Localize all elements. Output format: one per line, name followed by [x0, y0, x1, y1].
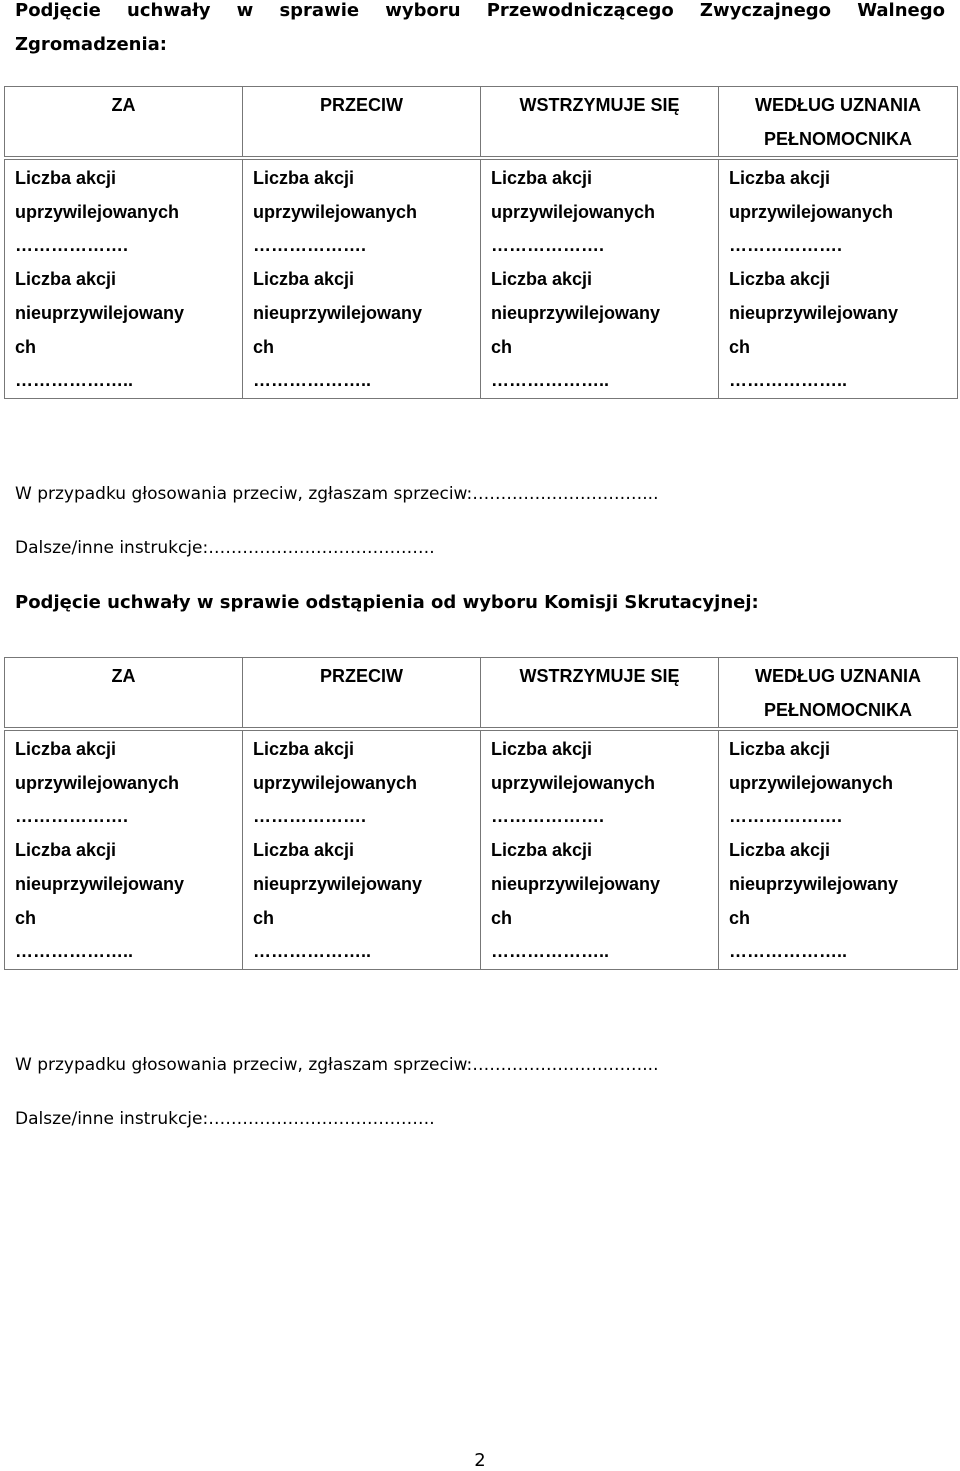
- vote-cell-za: [5, 160, 243, 399]
- label-shares: Liczba akcji: [491, 739, 593, 759]
- blank-nonprivileged-count[interactable]: ………………..: [729, 941, 848, 962]
- column-header-wstrzymuje: WSTRZYMUJE SIĘ: [481, 658, 719, 728]
- blank-nonprivileged-count[interactable]: ………………..: [729, 370, 848, 391]
- label-nonprivileged-cont: ch: [15, 907, 37, 928]
- blank-privileged-count[interactable]: ……………….: [15, 235, 129, 256]
- label-shares: Liczba akcji: [15, 269, 117, 290]
- label-shares: Liczba akcji: [729, 739, 831, 759]
- label-shares: Liczba akcji: [253, 269, 355, 290]
- blank-nonprivileged-count[interactable]: ………………..: [253, 370, 372, 391]
- resolution-1-objection-note[interactable]: W przypadku głosowania przeciw, zgłaszam sprzeciw:…………………………...: [15, 484, 659, 504]
- label-privileged: uprzywilejowanych: [15, 772, 180, 793]
- blank-nonprivileged-count[interactable]: ………………..: [253, 941, 372, 962]
- label-nonprivileged-cont: ch: [491, 907, 513, 928]
- label-shares: Liczba akcji: [491, 269, 593, 290]
- resolution-2-instructions-note[interactable]: Dalsze/inne instrukcje:………………………………….: [15, 1109, 435, 1129]
- blank-privileged-count[interactable]: ……………….: [253, 806, 367, 827]
- blank-privileged-count[interactable]: ……………….: [15, 806, 129, 827]
- label-shares: Liczba akcji: [15, 168, 117, 188]
- resolution-1-instructions-note[interactable]: Dalsze/inne instrukcje:………………………………….: [15, 538, 435, 558]
- resolution-1-title: Podjęcie uchwały w sprawie wyboru Przewodniczącego Zwyczajnego Walnego Zgromadzenia:: [15, 0, 945, 55]
- blank-privileged-count[interactable]: ……………….: [729, 235, 843, 256]
- label-nonprivileged: nieuprzywilejowany: [253, 873, 423, 894]
- label-nonprivileged-cont: ch: [729, 336, 751, 357]
- page-number: 2: [474, 1450, 486, 1471]
- column-header-przeciw: PRZECIW: [243, 87, 481, 157]
- label-nonprivileged: nieuprzywilejowany: [15, 873, 185, 894]
- vote-cell-przeciw: [243, 160, 481, 399]
- label-nonprivileged-cont: ch: [491, 336, 513, 357]
- label-nonprivileged: nieuprzywilejowany: [491, 873, 661, 894]
- label-nonprivileged: nieuprzywilejowany: [491, 302, 661, 323]
- label-privileged: uprzywilejowanych: [253, 201, 418, 222]
- resolution-2-objection-note[interactable]: W przypadku głosowania przeciw, zgłaszam sprzeciw:…………………………...: [15, 1055, 659, 1075]
- blank-privileged-count[interactable]: ……………….: [253, 235, 367, 256]
- vote-cell-wstrzymuje: [481, 160, 719, 399]
- label-shares: Liczba akcji: [729, 168, 831, 188]
- vote-cell-wedlug-uznania: [719, 731, 958, 970]
- label-shares: Liczba akcji: [15, 840, 117, 861]
- blank-nonprivileged-count[interactable]: ………………..: [491, 941, 610, 962]
- label-nonprivileged-cont: ch: [729, 907, 751, 928]
- label-shares: Liczba akcji: [729, 269, 831, 290]
- blank-nonprivileged-count[interactable]: ………………..: [491, 370, 610, 391]
- label-nonprivileged: nieuprzywilejowany: [729, 873, 899, 894]
- label-nonprivileged: nieuprzywilejowany: [729, 302, 899, 323]
- blank-nonprivileged-count[interactable]: ………………..: [15, 370, 134, 391]
- blank-privileged-count[interactable]: ……………….: [491, 235, 605, 256]
- label-nonprivileged-cont: ch: [253, 907, 275, 928]
- resolution-1-vote-table: [4, 86, 958, 399]
- column-header-wedlug-uznania: WEDŁUG UZNANIA PEŁNOMOCNIKA: [719, 87, 958, 157]
- resolution-2-vote-table: [4, 657, 958, 970]
- label-privileged: uprzywilejowanych: [15, 201, 180, 222]
- vote-cell-przeciw: [243, 731, 481, 970]
- label-shares: Liczba akcji: [491, 168, 593, 188]
- column-header-wedlug-uznania: WEDŁUG UZNANIA PEŁNOMOCNIKA: [719, 658, 958, 728]
- label-shares: Liczba akcji: [15, 739, 117, 759]
- label-shares: Liczba akcji: [253, 840, 355, 861]
- column-header-za: ZA: [5, 658, 243, 728]
- vote-cell-wedlug-uznania: [719, 160, 958, 399]
- label-shares: Liczba akcji: [729, 840, 831, 861]
- label-privileged: uprzywilejowanych: [253, 772, 418, 793]
- label-nonprivileged: nieuprzywilejowany: [15, 302, 185, 323]
- label-shares: Liczba akcji: [253, 168, 355, 188]
- blank-privileged-count[interactable]: ……………….: [491, 806, 605, 827]
- label-nonprivileged: nieuprzywilejowany: [253, 302, 423, 323]
- label-privileged: uprzywilejowanych: [491, 201, 656, 222]
- label-privileged: uprzywilejowanych: [491, 772, 656, 793]
- blank-nonprivileged-count[interactable]: ………………..: [15, 941, 134, 962]
- vote-cell-za: [5, 731, 243, 970]
- label-shares: Liczba akcji: [491, 840, 593, 861]
- label-privileged: uprzywilejowanych: [729, 772, 894, 793]
- label-shares: Liczba akcji: [253, 739, 355, 759]
- label-nonprivileged-cont: ch: [253, 336, 275, 357]
- resolution-2-title: Podjęcie uchwały w sprawie odstąpienia od wyboru Komisji Skrutacyjnej:: [15, 592, 759, 613]
- column-header-za: ZA: [5, 87, 243, 157]
- column-header-przeciw: PRZECIW: [243, 658, 481, 728]
- label-privileged: uprzywilejowanych: [729, 201, 894, 222]
- blank-privileged-count[interactable]: ……………….: [729, 806, 843, 827]
- vote-cell-wstrzymuje: [481, 731, 719, 970]
- column-header-wstrzymuje: WSTRZYMUJE SIĘ: [481, 87, 719, 157]
- label-nonprivileged-cont: ch: [15, 336, 37, 357]
